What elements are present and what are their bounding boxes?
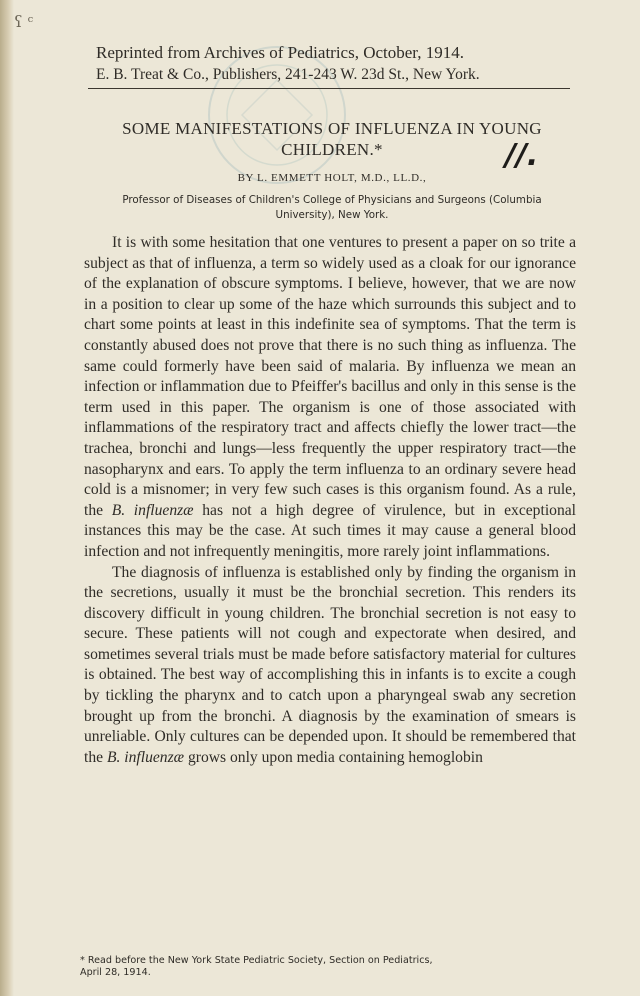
affiliation-line-1: Professor of Diseases of Children's College of Physicians and Surgeons (Columbia	[122, 194, 542, 206]
article-body	[84, 233, 576, 768]
title-line-2: CHILDREN.*	[281, 140, 383, 159]
paragraph-2	[84, 563, 576, 769]
header-rule	[88, 88, 570, 89]
affiliation-line-2: University), New York.	[275, 209, 389, 221]
author-byline: BY L. EMMETT HOLT, M.D., LL.D.,	[237, 172, 427, 184]
paragraph-1-text-a: It is with some hesitation that one ventures to present a paper on so trite a subject as that of influenza, a term so widely used as a cloak for our ignorance of the explanation of obscure symptoms. I believe, however, that we are now in a position to clear up some of the haze which surrounds this subject and to chart some points at least in this indefinite sea of symptoms. That the term is constantly abused does not prove that there is no such thing as influenza. The same could formerly have been said of malaria. By influenza we mean an infection or inflammation due to Pfeiffer's bacillus and only in this sense is the term used in this paper. The organism is one of those associated with inflammations of the respiratory tract and affects chiefly the lower tract—the trachea, bronchi and lungs—less frequently the upper respiratory tract—the nasopharynx and ears. To apply the term influenza to an ordinary severe head cold is a misnomer; in very few such cases is this organism found. As a rule, the	[84, 234, 576, 519]
footnote-line-1: * Read before the New York State Pediatric Society, Section on Pediatrics,	[80, 955, 433, 966]
paragraph-1-organism-name: B. influenzæ	[111, 501, 194, 519]
title-line-1: SOME MANIFESTATIONS OF INFLUENZA IN YOUNG	[122, 119, 542, 138]
paragraph-1	[84, 233, 576, 563]
handwritten-mark: //.	[505, 138, 539, 173]
paragraph-2-text-b: grows only upon media containing hemoglobin	[184, 748, 483, 766]
paragraph-2-text-a: The diagnosis of influenza is established only by finding the organism in the secretions, usually it must be the bronchial secretion. This renders its discovery difficult in young children. The bronchial secretion is not easy to secure. These patients will not cough and expectorate when desired, and sometimes several trials must be made before satisfactory material for cultures is obtained. The best way of accomplishing this in infants is to excite a cough by tickling the pharynx and to catch upon a pharyngeal swab any secretion brought up from the bronchi. A diagnosis by the examination of smears is unreliable. Only cultures can be depended upon. It should be remembered that the	[84, 563, 576, 766]
footnote	[80, 955, 580, 979]
reprint-line-2: E. B. Treat & Co., Publishers, 241-243 W. 23d St., New York.	[96, 66, 480, 83]
page-binding-edge	[0, 0, 14, 996]
footnote-line-2: April 28, 1914.	[80, 967, 151, 978]
corner-pencil-mark: ʕ ᶜ	[14, 12, 34, 31]
author-affiliation	[86, 193, 578, 223]
reprint-notice	[96, 42, 576, 86]
reprint-line-1: Reprinted from Archives of Pediatrics, October, 1914.	[96, 43, 465, 62]
paragraph-2-organism-name: B. influenzæ	[106, 748, 185, 766]
paragraph-1-text-b: has not a high degree of virulence, but in exceptional instances this may be the case. At such times it may cause a general blood infection and not infrequently meningitis, more rarely joint inflammations.	[84, 501, 576, 560]
